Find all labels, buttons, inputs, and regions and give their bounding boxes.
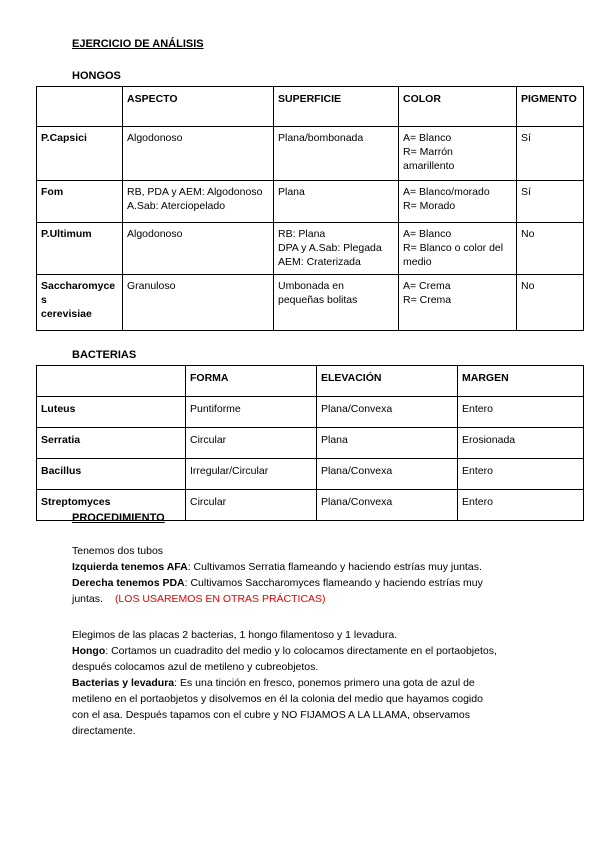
bacteria-header-empty bbox=[37, 366, 186, 397]
choose-line: Elegimos de las placas 2 bacterias, 1 hongo filamentoso y 1 levadura. bbox=[72, 629, 398, 641]
right-tube-line bbox=[72, 575, 572, 591]
bacteria-margen: Erosionada bbox=[458, 428, 584, 459]
bact-line-3: con el asa. Después tapamos con el cubre y NO FIJAMOS A LA LLAMA, observamos bbox=[72, 709, 471, 721]
bacteria-forma: Puntiforme bbox=[186, 397, 317, 428]
bacteria-name: Streptomyces bbox=[37, 490, 186, 521]
fungi-table bbox=[36, 86, 584, 331]
bacteria-elevacion: Plana/Convexa bbox=[317, 490, 458, 521]
fungi-color: A= Blanco/morado R= Morado bbox=[399, 181, 517, 223]
fungi-header-superficie: SUPERFICIE bbox=[274, 87, 399, 127]
table-row bbox=[37, 428, 584, 459]
fungus-label: Hongo bbox=[72, 645, 106, 657]
procedure-tubes bbox=[72, 543, 572, 607]
right-tube-text-2: juntas. bbox=[72, 593, 103, 605]
left-tube-text: : Cultivamos Serratia flameando y haciendo estrías muy juntas. bbox=[187, 561, 482, 573]
bacteria-margen: Entero bbox=[458, 397, 584, 428]
table-row bbox=[37, 275, 584, 331]
fungi-name: Fom bbox=[37, 181, 123, 223]
fungi-pigmento: Sí bbox=[517, 181, 584, 223]
table-row bbox=[37, 223, 584, 275]
fungi-superficie: Plana/bombonada bbox=[274, 127, 399, 181]
fungi-header-pigmento: PIGMENTO bbox=[517, 87, 584, 127]
bacteria-heading: BACTERIAS bbox=[72, 349, 137, 361]
fungi-color: A= Blanco R= Marrón amarillento bbox=[399, 127, 517, 181]
fungus-text-1: : Cortamos un cuadradito del medio y lo colocamos directamente en el portaobjetos, bbox=[105, 645, 497, 657]
fungi-superficie: Umbonada en pequeñas bolitas bbox=[274, 275, 399, 331]
fungi-color: A= Blanco R= Blanco o color del medio bbox=[399, 223, 517, 275]
bacteria-name: Bacillus bbox=[37, 459, 186, 490]
fungi-pigmento: Sí bbox=[517, 127, 584, 181]
bact-line-2: metileno en el portaobjetos y disolvemos en él la colonia del medio que hayamos cogido bbox=[72, 693, 483, 705]
fungi-header-row bbox=[37, 87, 584, 127]
bacteria-margen: Entero bbox=[458, 459, 584, 490]
fungi-pigmento: No bbox=[517, 275, 584, 331]
fungi-aspecto: Algodonoso bbox=[123, 223, 274, 275]
table-row bbox=[37, 181, 584, 223]
fungus-line-1 bbox=[72, 643, 572, 659]
bacteria-margen: Entero bbox=[458, 490, 584, 521]
bacteria-name: Luteus bbox=[37, 397, 186, 428]
bact-label: Bacterias y levadura bbox=[72, 677, 175, 689]
bacteria-elevacion: Plana/Convexa bbox=[317, 397, 458, 428]
bacteria-forma: Circular bbox=[186, 428, 317, 459]
fungi-color: A= Crema R= Crema bbox=[399, 275, 517, 331]
bacteria-header-forma: FORMA bbox=[186, 366, 317, 397]
right-tube-text: : Cultivamos Saccharomyces flameando y haciendo estrías muy bbox=[184, 577, 483, 589]
bacteria-header-margen: MARGEN bbox=[458, 366, 584, 397]
procedure-steps bbox=[72, 627, 572, 739]
document-title: EJERCICIO DE ANÁLISIS bbox=[72, 38, 204, 50]
fungi-heading: HONGOS bbox=[72, 70, 121, 82]
fungi-aspecto: Granuloso bbox=[123, 275, 274, 331]
bacteria-forma: Irregular/Circular bbox=[186, 459, 317, 490]
right-tube-line-2 bbox=[72, 591, 572, 607]
bact-line-1 bbox=[72, 675, 572, 691]
table-row bbox=[37, 127, 584, 181]
fungi-header-empty bbox=[37, 87, 123, 127]
fungi-aspecto: RB, PDA y AEM: Algodonoso A.Sab: Aterciopelado bbox=[123, 181, 274, 223]
fungi-name: Saccharomyce s cerevisiae bbox=[37, 275, 123, 331]
bacteria-elevacion: Plana bbox=[317, 428, 458, 459]
red-note: (LOS USAREMOS EN OTRAS PRÁCTICAS) bbox=[114, 593, 326, 605]
bacteria-table bbox=[36, 365, 584, 521]
bact-text-1: : Es una tinción en fresco, ponemos primero una gota de azul de bbox=[174, 677, 475, 689]
bact-line-4: directamente. bbox=[72, 725, 136, 737]
bacteria-header-row bbox=[37, 366, 584, 397]
bacteria-header-elevacion: ELEVACIÓN bbox=[317, 366, 458, 397]
table-row bbox=[37, 459, 584, 490]
procedure-heading: PROCEDIMIENTO bbox=[72, 512, 165, 524]
fungi-header-color: COLOR bbox=[399, 87, 517, 127]
fungi-superficie: RB: Plana DPA y A.Sab: Plegada AEM: Craterizada bbox=[274, 223, 399, 275]
right-tube-label: Derecha tenemos PDA bbox=[72, 577, 185, 589]
bacteria-forma: Circular bbox=[186, 490, 317, 521]
fungi-pigmento: No bbox=[517, 223, 584, 275]
fungi-aspecto: Algodonoso bbox=[123, 127, 274, 181]
fungi-name: P.Ultimum bbox=[37, 223, 123, 275]
left-tube-label: Izquierda tenemos AFA bbox=[72, 561, 188, 573]
bacteria-name: Serratia bbox=[37, 428, 186, 459]
fungi-superficie: Plana bbox=[274, 181, 399, 223]
fungi-header-aspecto: ASPECTO bbox=[123, 87, 274, 127]
table-row bbox=[37, 397, 584, 428]
left-tube-line bbox=[72, 559, 572, 575]
tubes-intro: Tenemos dos tubos bbox=[72, 545, 164, 557]
fungi-name: P.Capsici bbox=[37, 127, 123, 181]
fungus-line-2: después colocamos azul de metileno y cubreobjetos. bbox=[72, 661, 319, 673]
bacteria-elevacion: Plana/Convexa bbox=[317, 459, 458, 490]
